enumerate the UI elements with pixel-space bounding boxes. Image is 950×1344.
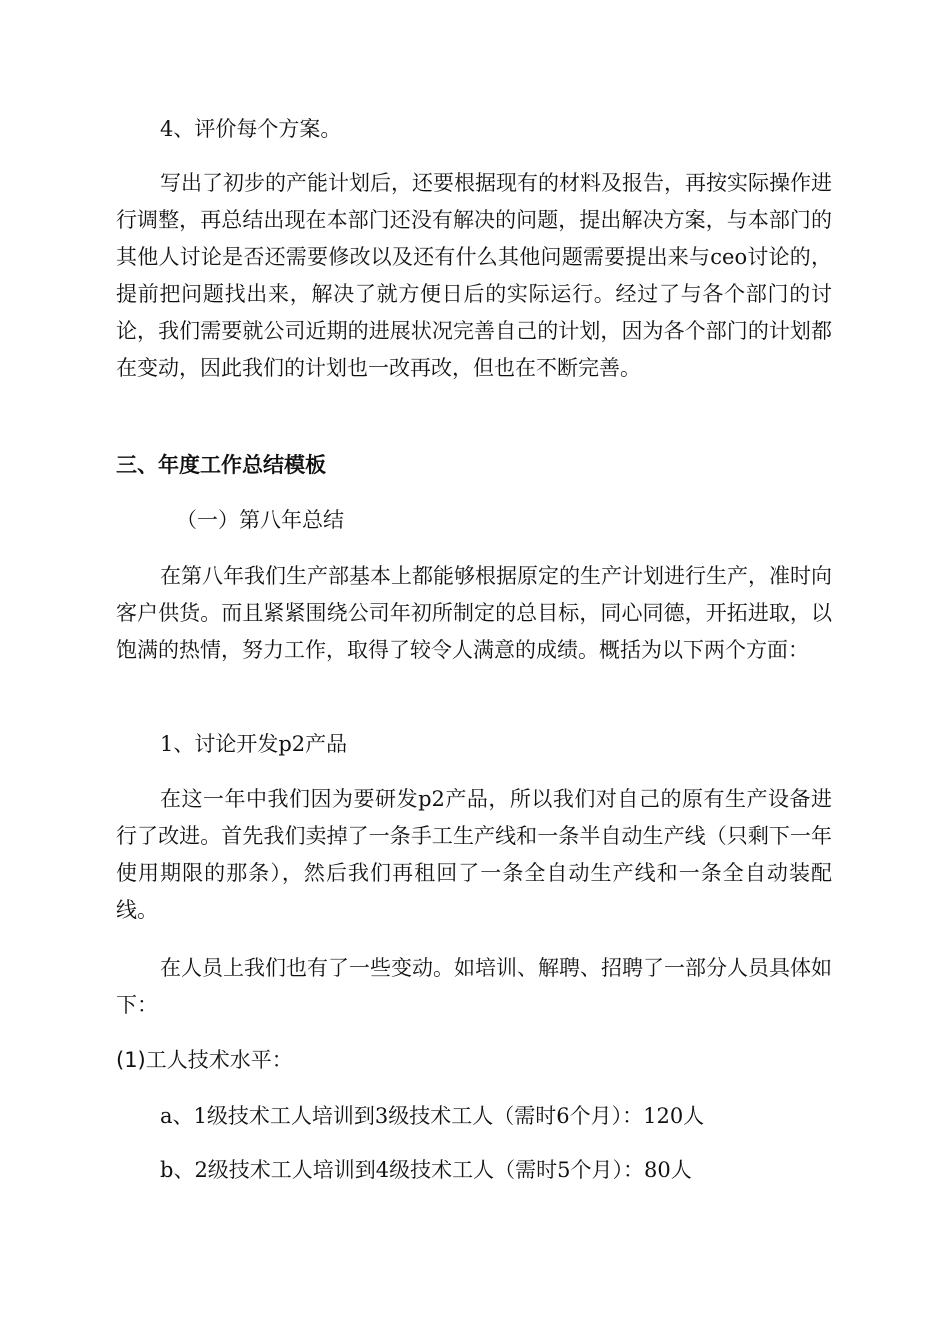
section-heading: 三、年度工作总结模板 <box>116 453 326 477</box>
paragraph-equipment-changes: 在这一年中我们因为要研发p2产品，所以我们对自己的原有生产设备进行了改进。首先我们卖掉了一条手工生产线和一条半自动生产线（只剩下一年使用期限的那条），然后我们再租回了一条全自动生产线和一条全自动装配线。 <box>116 787 832 922</box>
subsection-heading: （一）第八年总结 <box>176 508 344 532</box>
list-item-a: a、1级技术工人培训到3级技术工人（需时6个月）：120人 <box>160 1104 705 1128</box>
list-item-b: b、2级技术工人培训到4级技术工人（需时5个月）：80人 <box>160 1158 692 1182</box>
paragraph-staff-changes: 在人员上我们也有了一些变动。如培训、解聘、招聘了一部分人员具体如下： <box>116 956 832 1017</box>
paragraph-year-eight-summary: 在第八年我们生产部基本上都能够根据原定的生产计划进行生产，准时向客户供货。而且紧紧围绕公司年初所制定的总目标，同心同德，开拓进取，以饱满的热情，努力工作，取得了较令人满意的成绩。概括为以下两个方面： <box>116 564 832 662</box>
paragraph-capacity-plan: 写出了初步的产能计划后，还要根据现有的材料及报告，再按实际操作进行调整，再总结出现在本部门还没有解决的问题，提出解决方案，与本部门的其他人讨论是否还需要修改以及还有什么其他问题需要提出来与ceo讨论的，提前把问题找出来，解决了就方便日后的实际运行。经过了与各个部门的讨论，我们需要就公司近期的进展状况完善自己的计划，因为各个部门的计划都在变动，因此我们的计划也一改再改，但也在不断完善。 <box>116 171 832 380</box>
list-label-text: 工人技术水平： <box>145 1048 293 1072</box>
list-label-worker-skill <box>116 1045 293 1075</box>
list-label-number: (1) <box>116 1048 146 1072</box>
list-item-evaluate: 4、评价每个方案。 <box>160 117 342 141</box>
list-item-p2-product: 1、讨论开发p2产品 <box>160 732 348 756</box>
